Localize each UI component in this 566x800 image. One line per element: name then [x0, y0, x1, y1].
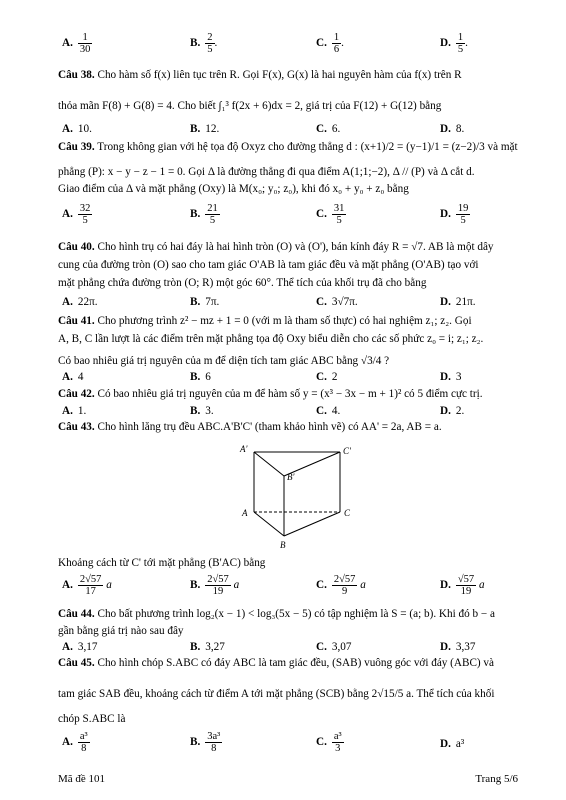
label-a: A: [242, 508, 248, 518]
label-c: C: [344, 508, 351, 518]
edge-ab: [254, 512, 284, 536]
q41-option-c: C. 2: [316, 371, 338, 383]
label-b: B: [280, 540, 286, 550]
q40-option-b: B. 7π.: [190, 296, 220, 308]
q41-option-a: A. 4: [62, 371, 84, 383]
q45-option-d: D. a³: [440, 738, 465, 750]
q38-option-d: D. 8.: [440, 123, 465, 135]
q45-option-b: B. $\frac{\text{3a³}}{8}$: [190, 731, 221, 754]
q44-line1: Câu 44. Cho bất phương trình log₂(x − 1) < log₃(5x − 5) có tập nghiệm là S = (a; b). Khi đó b − a: [58, 608, 495, 620]
label-c1: C': [343, 446, 351, 456]
q38-line1: Câu 38. Cho hàm số f(x) liên tục trên R. Gọi F(x), G(x) là hai nguyên hàm của f(x) trên R: [58, 69, 462, 81]
q39-option-a: A. $\frac{32}{5}$: [62, 203, 91, 226]
q44-option-b: B. 3,27: [190, 641, 225, 653]
q41-line1: Câu 41. Cho phương trình z² − mz + 1 = 0 (với m là tham số thực) có hai nghiệm z₁; z₂. Gọi: [58, 315, 472, 327]
q41-option-d: D. 3: [440, 371, 462, 383]
edge-bc: [284, 512, 340, 536]
q39-line1: Câu 39. Trong không gian với hệ tọa độ Oxyz cho đường thẳng d : (x+1)/2 = (y−1)/1 = (z−2)/3 và mặt: [58, 141, 518, 153]
q43-line1: Câu 43. Cho hình lăng trụ đều ABC.A'B'C' (tham khảo hình vẽ) có AA' = 2a, AB = a.: [58, 421, 442, 433]
q38-option-a: A. 10.: [62, 123, 92, 135]
q45-option-a: A. $\frac{\text{a³}}{8}$: [62, 731, 88, 754]
q42-line1: Câu 42. Có bao nhiêu giá trị nguyên của m để hàm số y = (x³ − 3x − m + 1)² có 5 điểm cực trị.: [58, 388, 483, 400]
footer-exam-code: Mã đề 101: [58, 773, 106, 785]
q38-option-c: C. 6.: [316, 123, 341, 135]
q42-option-b: B. 3.: [190, 405, 214, 417]
q38-option-b: B. 12.: [190, 123, 220, 135]
q39-line2: phẳng (P): x − y − z − 1 = 0. Gọi Δ là đường thẳng đi qua điểm A(1;1;−2), Δ // (P) và Δ cắt d.: [58, 166, 475, 178]
q37-option-b: B. $\frac{2}{5}$ .: [190, 32, 218, 55]
q44-option-a: A. 3,17: [62, 641, 98, 653]
q44-option-c: C. 3,07: [316, 641, 352, 653]
q45-line2: tam giác SAB đều, khoảng cách từ điểm A tới mặt phẳng (SCB) bằng 2√15/5 a. Thể tích của khối: [58, 688, 495, 700]
q42-option-c: C. 4.: [316, 405, 341, 417]
q42-option-d: D. 2.: [440, 405, 465, 417]
q40-option-a: A. 22π.: [62, 296, 98, 308]
q40-line2: cung của đường tròn (O) sao cho tam giác O'AB là tam giác đều và mặt phẳng (O'AB) tạo với: [58, 259, 479, 271]
q41-line2: A, B, C lần lượt là các điểm trên mặt phẳng tọa độ Oxy biểu diễn cho các số phức z₀ = i; z₁; z₂.: [58, 333, 484, 345]
q43-option-d: D. $\frac{√57}{19}$ a: [440, 574, 485, 597]
q41-line3: Có bao nhiêu giá trị nguyên của m để diện tích tam giác ABC bằng √3/4 ?: [58, 355, 390, 367]
q37-option-d: D. $\frac{1}{5}$ .: [440, 32, 468, 55]
q37-option-a: A. $\frac{1}{30}$: [62, 32, 91, 55]
q44-line2: gần bằng giá trị nào sau đây: [58, 625, 184, 637]
q43-option-a: A. $\frac{2√57}{17}$ a: [62, 574, 112, 597]
q43-option-c: C. $\frac{2√57}{9}$ a: [316, 574, 366, 597]
q38-line2: thỏa mãn F(8) + G(8) = 4. Cho biết ∫₁³ f(2x + 6)dx = 2, giá trị của F(12) + G(12) bằng: [58, 100, 442, 112]
q40-line1: Câu 40. Cho hình trụ có hai đáy là hai hình tròn (O) và (O'), bán kính đáy R = √7. AB là một dây: [58, 241, 494, 253]
footer-page-number: Trang 5/6: [475, 773, 518, 785]
q39-line3: Giao điểm của Δ và mặt phẳng (Oxy) là M(x₀; y₀; z₀), khi đó x₀ + y₀ + z₀ bằng: [58, 183, 409, 195]
prism-figure: [232, 440, 372, 556]
label-a1: A': [240, 444, 248, 454]
q40-option-d: D. 21π.: [440, 296, 476, 308]
q42-option-a: A. 1.: [62, 405, 87, 417]
q39-option-b: B. $\frac{21}{5}$: [190, 203, 218, 226]
q40-option-c: C. 3√7π.: [316, 296, 358, 308]
edge-a1b1: [254, 452, 284, 476]
q43-line2: Khoảng cách từ C' tới mặt phẳng (B'AC) bằng: [58, 557, 266, 569]
q41-option-b: B. 6: [190, 371, 211, 383]
q40-line3: mặt phẳng chứa đường tròn (O; R) một góc 60°. Thể tích của khối trụ đã cho bằng: [58, 277, 427, 289]
q39-option-c: C. $\frac{31}{5}$: [316, 203, 345, 226]
label-b1: B': [287, 472, 295, 482]
q45-line3: chóp S.ABC là: [58, 713, 126, 725]
q39-option-d: D. $\frac{19}{5}$: [440, 203, 469, 226]
q45-option-c: C. $\frac{\text{a³}}{3}$: [316, 731, 342, 754]
q43-option-b: B. $\frac{2√57}{19}$ a: [190, 574, 240, 597]
q45-line1: Câu 45. Cho hình chóp S.ABC có đáy ABC là tam giác đều, (SAB) vuông góc với đáy (ABC) và: [58, 657, 494, 669]
q44-option-d: D. 3,37: [440, 641, 476, 653]
q37-option-c: C. $\frac{1}{6}$ .: [316, 32, 344, 55]
